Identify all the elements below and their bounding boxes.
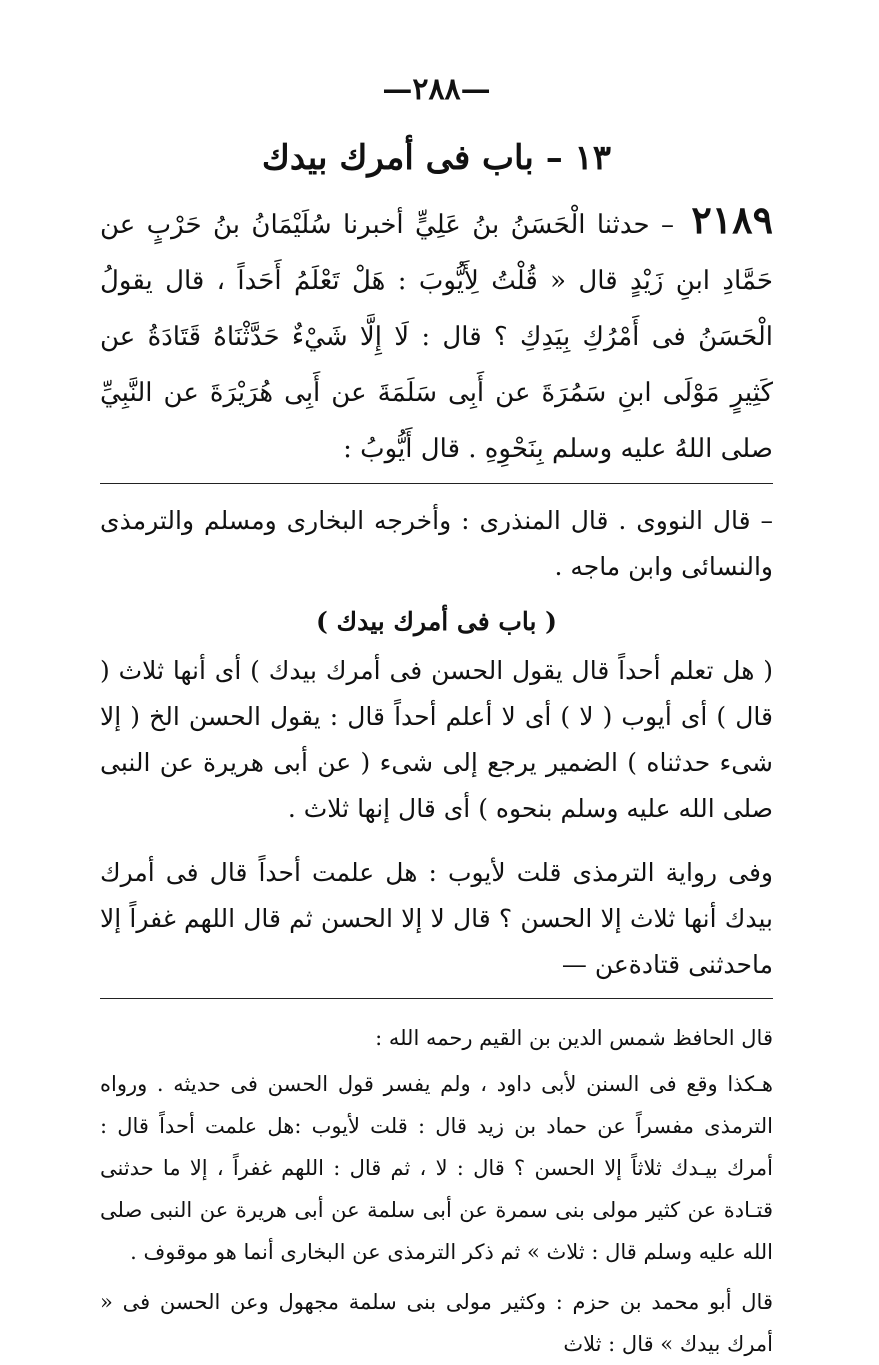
hadith-number: ٢١٨٩ bbox=[691, 197, 773, 242]
notes-divider bbox=[100, 998, 773, 999]
notes-paragraph-2: قال أبو محمد بن حزم : وكثير مولى بنى سلمة مجهول وعن الحسن فى « أمرك بيدك » قال : ثلاث bbox=[100, 1290, 773, 1356]
commentary-paragraph-1: ( هل تعلم أحداً قال يقول الحسن فى أمرك بيدك ) أى أنها ثلاث ( قال ) أى أيوب ( لا ) أى لا أعلم أحداً قال : يقول الحسن الخ ( إلا شىء حدثناه ) الضمير يرجع إلى شىء ( عن أبى هريرة عن النبى صلى الله عليه وسلم بنحوه ) أى قال إنها ثلاث . bbox=[100, 656, 773, 823]
notes-heading: قال الحافظ شمس الدين بن القيم رحمه الله : bbox=[375, 1026, 773, 1050]
hadith-text: – حدثنا الْحَسَنُ بنُ عَلِيٍّ أخبرنا سُلَيْمَانُ بنُ حَرْبٍ عن حَمَّادِ ابنِ زَيْدٍ قال « قُلْتُ لِأَيُّوبَ : هَلْ تَعْلَمُ أَحَداً ، قال يقولُ الْحَسَنُ فى أَمْرُكِ بِيَدِكِ ؟ قال : لَا إِلَّا شَيْءٌ حَدَّثْنَاهُ قَتَادَةُ عن كَثِيرٍ مَوْلَى ابنِ سَمُرَةَ عن أَبِى سَلَمَةَ عن أَبِى هُرَيْرَةَ عن النَّبِيِّ صلى اللهُ عليه وسلم بِنَحْوِهِ . قال أَيُّوبُ : bbox=[100, 210, 773, 464]
commentary-heading: ( باب فى أمرك بيدك ) bbox=[315, 607, 558, 636]
hadith-text-block bbox=[100, 192, 773, 477]
commentary-paragraph-2: وفى رواية الترمذى قلت لأيوب : هل علمت أحداً قال فى أمرك بيدك أنها ثلاث إلا الحسن ؟ قال لا إلا الحسن ثم قال اللهم غفراً إلا ماحدثنى قتادةعن — bbox=[100, 858, 773, 979]
page-number: —٢٨٨— bbox=[382, 72, 491, 107]
chapter-title: ١٣ – باب فى أمرك بيدك bbox=[261, 138, 612, 178]
notes-paragraph-1: هـكذا وقع فى السنن لأبى داود ، ولم يفسر قول الحسن فى حديثه . ورواه الترمذى مفسراً عن حماد بن زيد قال : قلت لأيوب :هل علمت أحداً قال : أمرك بيـدك ثلاثاً إلا الحسن ؟ قال : لا ، ثم قال : اللهم غفراً ، إلا ما حدثنى قتـادة عن كثير مولى بنى سمرة عن أبى سلمة عن أبى هريرة عن النبى صلى الله عليه وسلم قال : ثلاث » ثم ذكر الترمذى عن البخارى أنما هو موقوف . bbox=[100, 1072, 773, 1264]
main-divider bbox=[100, 483, 773, 484]
commentary-intro: – قال النووى . قال المنذرى : وأخرجه البخارى ومسلم والترمذى والنسائى وابن ماجه . bbox=[100, 506, 773, 581]
